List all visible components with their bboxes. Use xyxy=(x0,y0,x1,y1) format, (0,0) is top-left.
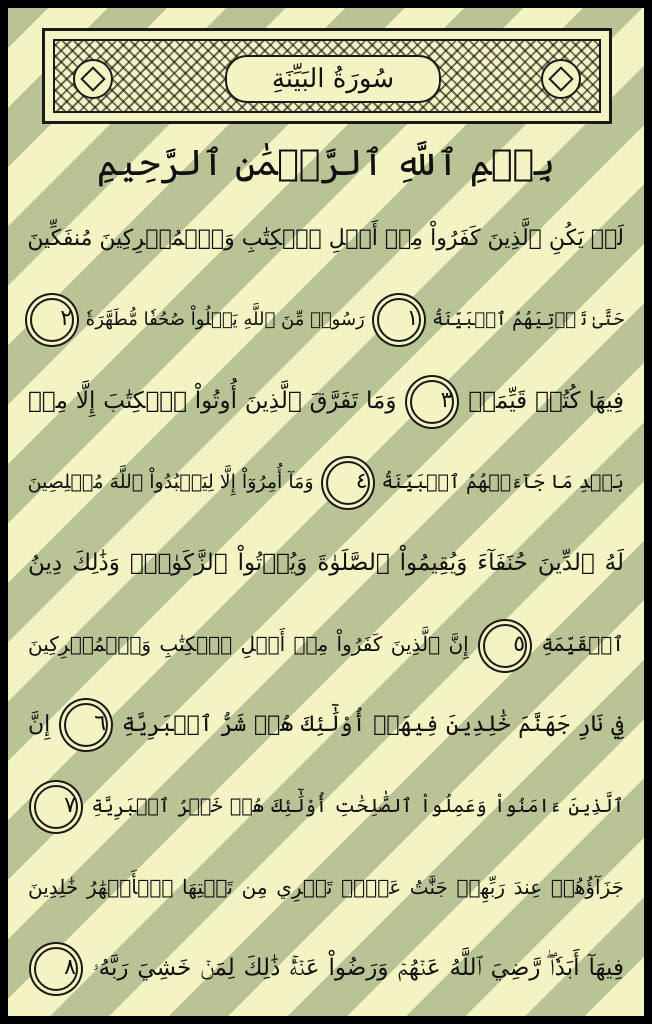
verse-text: وَمَآ أُمِرُوٓاْ إِلَّا لِيَعۡبُدُواْ ٱللَّهَ مُخۡلِصِينَ xyxy=(27,471,314,493)
ayah-number-marker: ٦ xyxy=(64,703,108,747)
verse-text: حَتَّىٰ تَأۡتِيَهُمُ ٱلۡبَيِّنَةُ xyxy=(432,309,624,330)
ayah-number-marker: ٣ xyxy=(410,380,454,424)
ayah-number-marker: ٢ xyxy=(30,298,74,342)
verse-line xyxy=(28,848,624,926)
verse-line xyxy=(28,443,624,521)
verse-text: فِي نَارِ جَهَنَّمَ خَٰلِدِينَ فِيهَآۚ أُوْلَٰٓئِكَ هُمۡ شَرُّ ٱلۡبَرِيَّةِ xyxy=(121,712,624,737)
verse-text: لَهُ ٱلدِّينَ حُنَفَآءَ وَيُقِيمُواْ ٱلصَّلَوٰةَ وَيُؤۡتُواْ ٱلزَّكَوٰةَۚ وَذَٰلِكَ دِينُ xyxy=(28,550,624,576)
verse-line xyxy=(28,281,624,359)
right-ornament-icon xyxy=(541,59,581,99)
verse-text: إِنَّ xyxy=(28,712,51,737)
basmala: بِسۡمِ ٱللَّهِ ٱلرَّحۡمَٰنِ ٱلرَّحِيمِ xyxy=(96,143,556,184)
verse-text: لَمۡ يَكُنِ ٱلَّذِينَ كَفَرُواْ مِنۡ أَهۡلِ ٱلۡكِتَٰبِ وَٱلۡمُشۡرِكِينَ مُنفَكِّينَ xyxy=(27,226,624,251)
verse-line xyxy=(28,605,624,683)
ayah-number-marker: ٧ xyxy=(34,785,78,829)
verse-text: ٱلۡقَيِّمَةِ xyxy=(541,632,625,656)
left-ornament-icon xyxy=(73,59,113,99)
ornamental-border xyxy=(53,39,601,113)
verse-line xyxy=(28,200,624,278)
verse-text: بَعۡدِ مَا جَآءَتۡهُمُ ٱلۡبَيِّنَةُ xyxy=(381,471,624,493)
verse-line xyxy=(28,767,624,845)
surah-title: سُورَةُ البَيِّنَةِ xyxy=(225,55,441,103)
verse-line xyxy=(28,686,624,764)
ayah-number-marker: ٨ xyxy=(34,947,78,991)
verse-text: جَزَآؤُهُمۡ عِندَ رَبِّهِمۡ جَنَّٰتُ عَدۡنٖ تَجۡرِي مِن تَحۡتِهَا ٱلۡأَنۡهَٰرُ خَٰلِدِينَ xyxy=(28,875,624,899)
verse-text: فِيهَآ أَبَدٗاۖ رَّضِيَ ٱللَّهُ عَنۡهُمۡ وَرَضُواْ عَنۡهُۚ ذَٰلِكَ لِمَنۡ خَشِيَ رَبَّهُۥ xyxy=(92,955,624,981)
verse-text: رَسُولٞ مِّنَ ٱللَّهِ يَتۡلُواْ صُحُفٗا مُّطَهَّرَةٗ xyxy=(85,309,365,330)
verse-line xyxy=(28,524,624,602)
verse-line xyxy=(28,362,624,440)
ayah-number-marker: ١ xyxy=(377,298,421,342)
verse-text: وَمَا تَفَرَّقَ ٱلَّذِينَ أُوتُواْ ٱلۡكِتَٰبَ إِلَّا مِنۢ xyxy=(28,388,397,414)
ayah-number-marker: ٤ xyxy=(326,461,370,505)
verse-text: إِنَّ ٱلَّذِينَ كَفَرُواْ مِنۡ أَهۡلِ ٱلۡكِتَٰبِ وَٱلۡمُشۡرِكِينَ xyxy=(28,632,469,656)
surah-title-frame xyxy=(42,28,612,124)
mushaf-page xyxy=(8,8,644,1016)
verse-text: ٱلَّذِينَ ءَامَنُواْ وَعَمِلُواْ ٱلصَّٰلِحَٰتِ أُوْلَٰٓئِكَ هُمۡ خَيۡرُ ٱلۡبَرِيَّةِ xyxy=(91,795,624,817)
verse-line xyxy=(28,929,624,1007)
ayah-number-marker: ٥ xyxy=(483,624,527,668)
verse-text: فِيهَا كُتُبٞ قَيِّمَةٞ xyxy=(468,388,625,414)
